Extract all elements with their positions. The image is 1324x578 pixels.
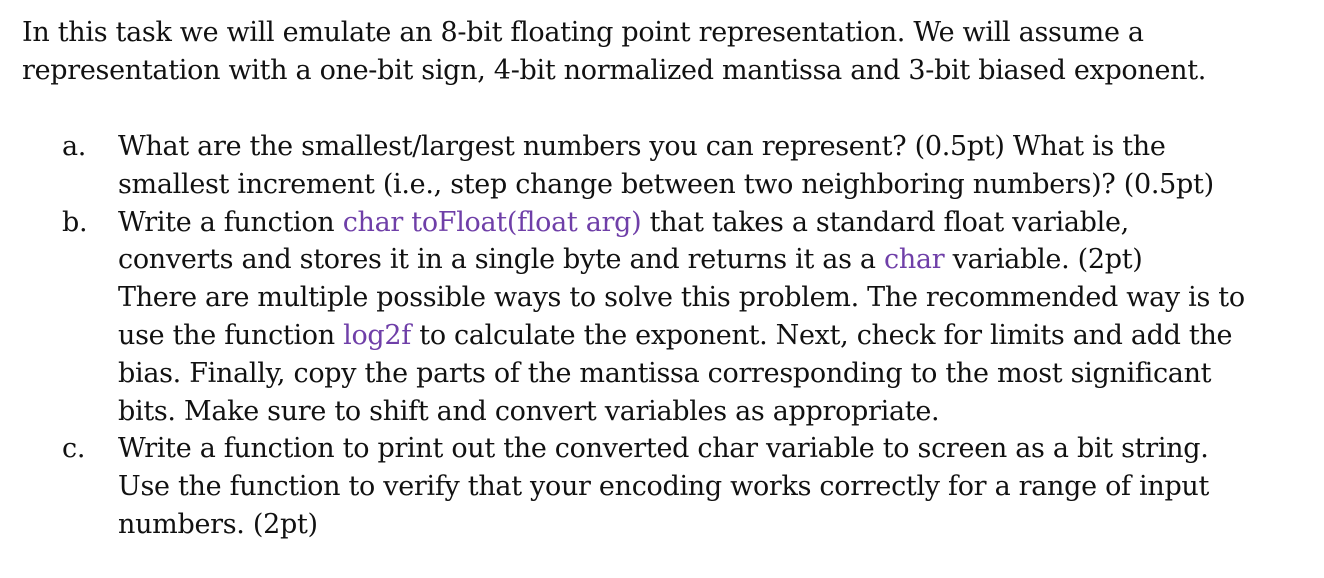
task-list bbox=[0, 128, 1324, 544]
task-c-line-1: Write a function to print out the converted char variable to screen as a bit string. bbox=[118, 433, 1209, 465]
task-b-line-2-text-pre: converts and stores it in a single byte and returns it as a bbox=[118, 244, 884, 276]
task-body-b bbox=[118, 204, 1318, 431]
intro-line-2: representation with a one-bit sign, 4-bit normalized mantissa and 3-bit biased exponent. bbox=[22, 55, 1207, 86]
task-marker-b: b. bbox=[62, 206, 88, 238]
task-b-line-1-text-post: that takes a standard float variable, bbox=[641, 206, 1129, 238]
task-b-line-5: bias. Finally, copy the parts of the mantissa corresponding to the most significant bbox=[118, 357, 1212, 389]
task-item-c bbox=[0, 430, 1324, 543]
task-b-line-6: bits. Make sure to shift and convert variables as appropriate. bbox=[118, 395, 940, 427]
code-char-type: char bbox=[884, 244, 945, 276]
task-item-b bbox=[0, 204, 1324, 431]
code-log2f: log2f bbox=[343, 319, 411, 351]
task-c-line-2: Use the function to verify that your encoding works correctly for a range of input bbox=[118, 471, 1210, 503]
task-body-a bbox=[118, 128, 1318, 204]
task-b-line-4-text-pre: use the function bbox=[118, 319, 344, 351]
task-a-line-2: smallest increment (i.e., step change between two neighboring numbers)? (0.5pt) bbox=[118, 168, 1214, 200]
task-a-line-1: What are the smallest/largest numbers you can represent? (0.5pt) What is the bbox=[118, 131, 1166, 162]
task-b-line-4-text-post: to calculate the exponent. Next, check for limits and add the bbox=[410, 319, 1233, 351]
task-b-line-4 bbox=[118, 317, 1318, 355]
task-b-line-3: There are multiple possible ways to solve this problem. The recommended way is to bbox=[118, 282, 1245, 314]
task-b-line-2-text-post: variable. (2pt) bbox=[944, 244, 1143, 276]
task-marker-a: a. bbox=[62, 131, 87, 162]
code-tofloat-signature: char toFloat(float arg) bbox=[342, 206, 642, 238]
task-b-line-1-text-pre: Write a function bbox=[118, 206, 343, 238]
intro-paragraph bbox=[22, 14, 1312, 90]
task-c-line-3: numbers. (2pt) bbox=[118, 508, 318, 540]
task-b-line-2 bbox=[118, 241, 1318, 279]
task-b-line-1 bbox=[118, 204, 1318, 242]
task-item-a bbox=[0, 128, 1324, 204]
task-marker-c: c. bbox=[62, 433, 86, 465]
intro-line-1: In this task we will emulate an 8-bit floating point representation. We will assume a bbox=[22, 17, 1144, 48]
task-body-c bbox=[118, 430, 1318, 543]
